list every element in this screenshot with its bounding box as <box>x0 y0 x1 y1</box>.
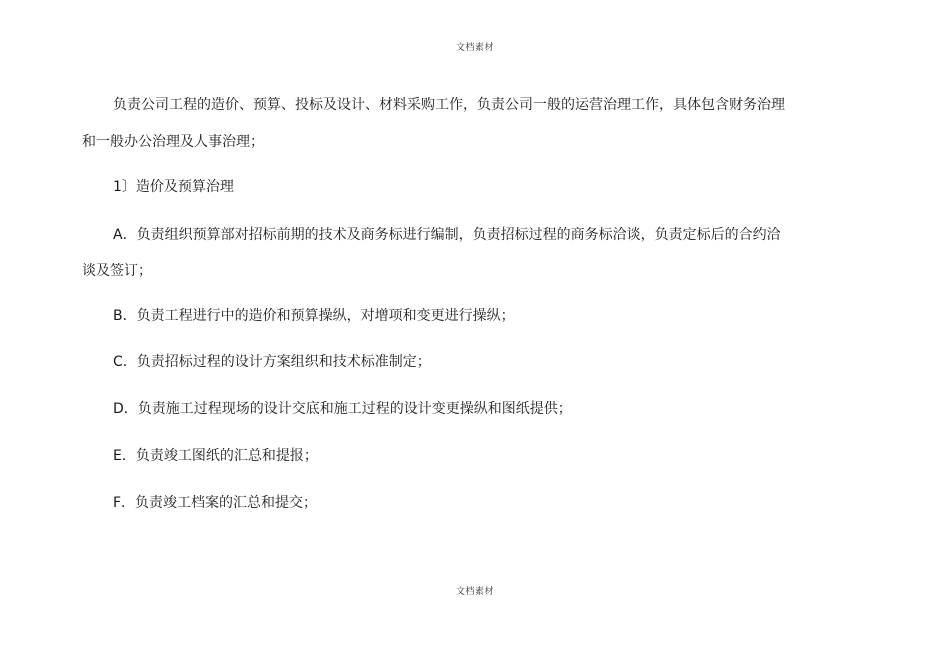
list-item-b: B．负责工程进行中的造价和预算操纵，对增项和变更进行操纵； <box>113 308 515 324</box>
list-item-e: E．负责竣工图纸的汇总和提报； <box>113 448 318 464</box>
page-header: 文档素材 <box>455 43 494 53</box>
list-item-f: F．负责竣工档案的汇总和提交； <box>113 495 318 511</box>
list-item-a-line-1: A．负责组织预算部对招标前期的技术及商务标进行编制，负责招标过程的商务标洽谈，负责定标后的合约洽 <box>113 227 781 243</box>
list-item-a-line-2: 谈及签订； <box>82 263 152 279</box>
page-footer: 文档素材 <box>455 587 494 597</box>
intro-paragraph-line-2: 和一般办公治理及人事治理； <box>82 134 264 150</box>
list-item-d: D．负责施工过程现场的设计交底和施工过程的设计变更操纵和图纸提供； <box>113 401 572 417</box>
intro-paragraph-line-1: 负责公司工程的造价、预算、投标及设计、材料采购工作，负责公司一般的运营治理工作，具体包含财务治理 <box>113 97 785 113</box>
list-item-c: C．负责招标过程的设计方案组织和技术标准制定； <box>113 354 431 370</box>
section-title: 1〕造价及预算治理 <box>113 179 234 195</box>
